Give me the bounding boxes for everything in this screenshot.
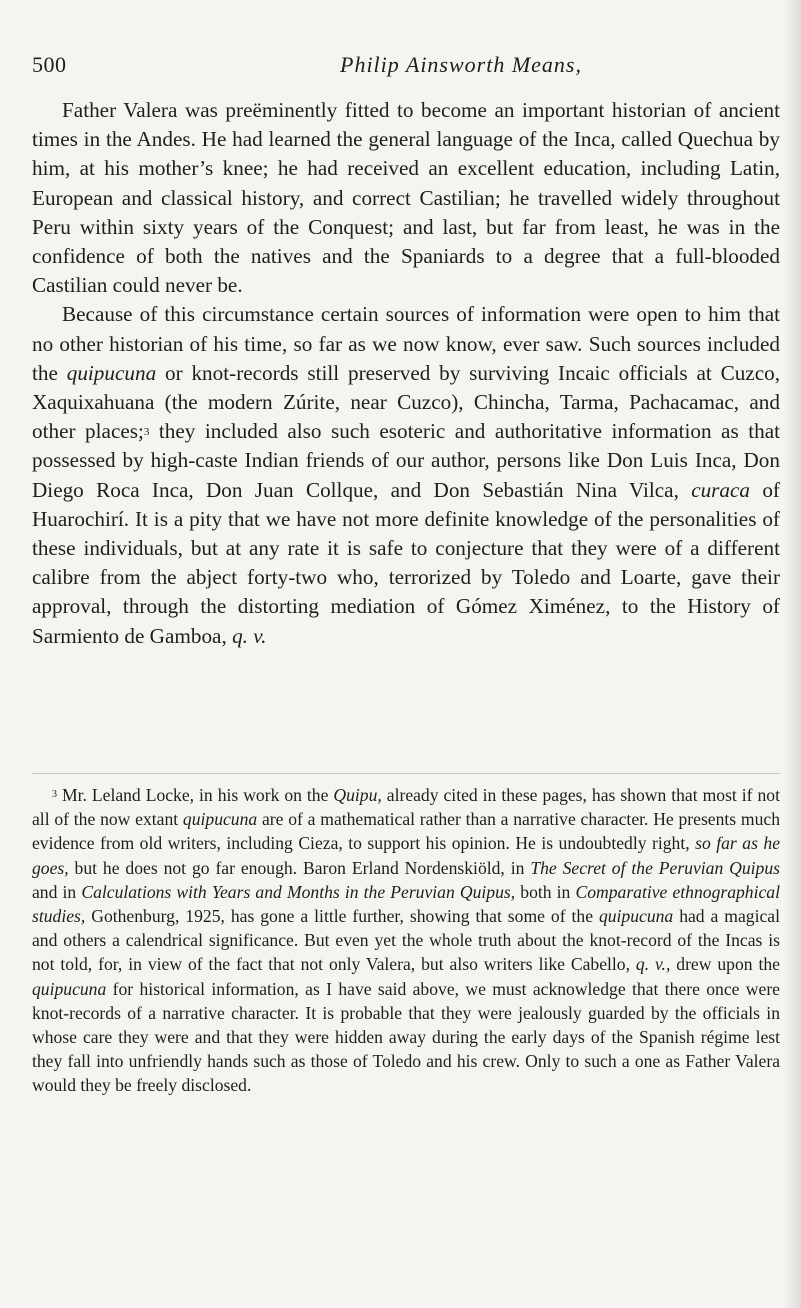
italic-text: q. v.,: [635, 954, 671, 975]
italic-text: quipucuna: [66, 360, 157, 385]
text-run: Gothenburg, 1925, has gone a little further, showing that some of the: [85, 906, 599, 927]
text-run: they included also such esoteric and authoritative information as that possessed by high-caste Indian friends of our author, persons like Don Luis Inca, Don Diego Roca Inca, Don Juan Collque, and Don Sebastián Nina Vilca,: [32, 419, 781, 502]
page-number: 500: [32, 52, 67, 77]
text-run: had a magical and others a calendrical significance. But even yet the whole truth about the knot-record of the Incas is not told, for, in view of the fact that not only Valera, but also writers like Cabello,: [32, 906, 780, 975]
text-run: but he does not go far enough. Baron Erland Nordenskiöld, in: [68, 857, 531, 878]
footnote-marker: 3: [52, 789, 57, 800]
footnote: [32, 783, 780, 1098]
italic-text: Comparative ethnographical studies,: [32, 881, 780, 927]
footnote-marker: 3: [143, 426, 150, 439]
text-run: Because of this circumstance certain sources of information were open to him that no other historian of his time, so far as we now know, ever saw. Such sources included the: [32, 302, 780, 385]
italic-text: quipucuna: [182, 809, 258, 830]
body-text: [32, 96, 780, 651]
text-run: already cited in these pages, has shown that most if not all of the now extant: [32, 785, 780, 830]
italic-text: so far as he goes,: [32, 833, 780, 878]
footnote-text: [32, 783, 780, 1098]
italic-text: quipucuna: [598, 906, 674, 927]
text-run: both in: [515, 881, 576, 902]
running-title: Philip Ainsworth Means,: [340, 52, 582, 77]
italic-text: curaca: [691, 477, 751, 502]
text-run: are of a mathematical rather than a narrative character. He presents much evidence from old writers, including Cieza, to support his opinion. He is undoubtedly right,: [32, 809, 780, 854]
text-run: or knot-records still preserved by surviving Incaic officials at Cuzco, Xaquixahuana (the modern Zúrite, near Cuzco), Chincha, Tarma, Pachacamac, and other places;: [32, 360, 780, 444]
text-run: Mr. Leland Locke, in his work on the: [57, 785, 334, 805]
italic-text: The Secret of the Peruvian Quipus: [530, 857, 780, 878]
italic-text: Quipu,: [333, 785, 382, 805]
footnote-divider: [32, 773, 780, 774]
running-head: [32, 52, 772, 86]
paragraph: [32, 96, 780, 300]
text-run: for historical information, as I have said above, we must acknowledge that there once were knot-records of a narrative character. It is probable that they were jealously guarded by the officials in whose care they were and that they were hidden away during the early days of the Spanish régime lest they fall into unfriendly hands such as those of Toledo and his crew. Only to such a one as Father Valera would they be freely disclosed.: [32, 978, 780, 1096]
text-run: Father Valera was preëminently fitted to become an important historian of ancient times in the Andes. He had learned the general language of the Inca, called Quechua by him, at his mother’s knee; he had received an excellent education, including Latin, European and classical history, and correct Castilian; he travelled widely throughout Peru within sixty years of the Conquest; and last, but far from least, he was in the confidence of both the natives and the Spaniards to a degree that a full-blooded Castilian could never be.: [32, 98, 780, 298]
text-run: drew upon the: [670, 954, 780, 975]
text-run: of Huarochirí. It is a pity that we have not more definite knowledge of the personalities of these individuals, but at any rate it is safe to conjecture that they were of a different calibre from the abject forty-two who, terrorized by Toledo and Loarte, gave their approval, through the distorting mediation of Gómez Ximénez, to the History of Sarmiento de Gamboa,: [32, 477, 780, 648]
page-edge-shadow: [783, 0, 801, 1308]
italic-text: quipucuna: [32, 978, 107, 999]
paragraph: [32, 300, 780, 650]
italic-text: Calculations with Years and Months in the Peruvian Quipus,: [81, 881, 516, 902]
italic-text: q. v.: [232, 623, 267, 648]
text-run: and in: [32, 881, 82, 902]
